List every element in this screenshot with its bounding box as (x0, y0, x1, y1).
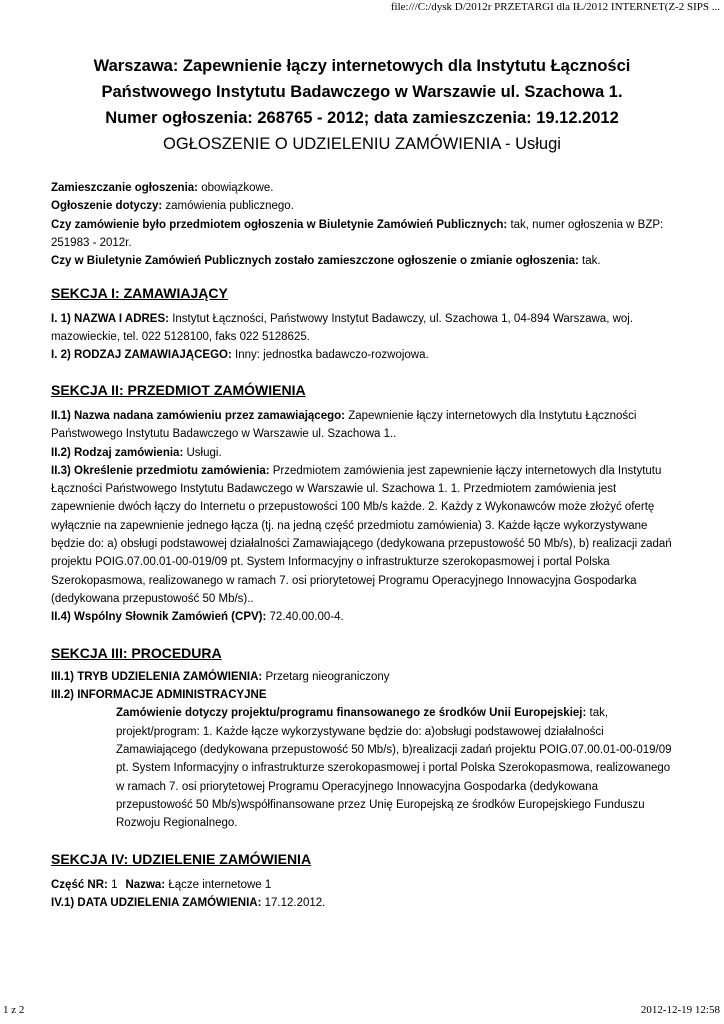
field-label: Nazwa: (125, 878, 166, 891)
field-label: II.1) Nazwa nadana zamówieniu przez zamawiającego: (51, 409, 345, 422)
document-title (50, 53, 674, 156)
page-number: 1 z 2 (3, 1004, 25, 1016)
field-value: tak, projekt/program: 1. Każde łącze wykorzystywane będzie do: a)obsługi podstawowej działalności Zamawiającego (dedykowana przepustowość 50 Mb/s), b)realizacji zadań projektu POIG.07.00.01-00-019/09 pt. System Informacyjny o infrastrukturze szerokopasmowej i portal Polska Szerokopasmowa, realizowanego w ramach 7. osi priorytetowej Programu Operacyjnego Innowacyjna Gospodarka (dedykowana przepustowość 50 Mb/s)współfinansowane przez Unię Europejską ze środków Europejskiego Funduszu Rozwoju Regionalnego. (116, 707, 672, 830)
field-label: II.3) Określenie przedmiotu zamówienia: (51, 464, 270, 477)
intro-obligation (51, 179, 676, 197)
section-3-admin-label: III.2) INFORMACJE ADMINISTRACYJNE (51, 689, 267, 702)
title-line-2: Państwowego Instytutu Badawczego w Warszawie ul. Szachowa 1. (101, 83, 623, 101)
field-label: Część NR: (51, 878, 108, 891)
print-header-url: file:///C:/dysk D/2012r PRZETARGI dla IŁ/2012 INTERNET(Z-2 SIPS ... (390, 1, 720, 13)
field-label: Ogłoszenie dotyczy: (51, 200, 163, 213)
field-label: Czy w Biuletynie Zamówień Publicznych zostało zamieszczone ogłoszenie o zmianie ogłoszenia: (51, 255, 579, 268)
print-datetime: 2012-12-19 12:58 (640, 1004, 720, 1016)
section-2-description (51, 462, 676, 608)
section-2-heading: SEKCJA II: PRZEDMIOT ZAMÓWIENIA (51, 381, 306, 398)
section-3-eu-funding (51, 704, 676, 832)
field-value: Przetarg nieograniczony (265, 670, 390, 683)
field-value: tak. (582, 255, 601, 268)
field-label: Czy zamówienie było przedmiotem ogłoszenia w Biuletynie Zamówień Publicznych: (51, 218, 508, 231)
field-label: III.1) TRYB UDZIELENIA ZAMÓWIENIA: (51, 670, 263, 683)
field-label: IV.1) DATA UDZIELENIA ZAMÓWIENIA: (51, 897, 262, 910)
section-3-heading: SEKCJA III: PROCEDURA (51, 644, 222, 661)
field-label: II.4) Wspólny Słownik Zamówień (CPV): (51, 611, 267, 624)
field-value: 17.12.2012. (264, 897, 326, 910)
intro-concerns (51, 197, 676, 215)
field-value: tak, numer ogłoszenia w BZP: 251983 - 2012r. (51, 218, 664, 249)
field-value: Instytut Łączności, Państwowy Instytut Badawczy, ul. Szachowa 1, 04-894 Warszawa, woj. mazowieckie, tel. 022 5128100, faks 022 5128625. (51, 312, 634, 344)
field-value: Przedmiotem zamówienia jest zapewnienie łączy internetowych dla Instytutu Łączności Państwowego Instytutu Badawczego w Warszawie ul. Szachowa 1. 1. Przedmiotem zamówienia jest zapewnienie dwóch łączy do Internetu o przepustowości 100 Mb/s każde. 2. Każdy z Wykonawców może złożyć ofertę wyłącznie na zapewnienie jednego łącza (tj. na jedną część przedmiotu zamówienia) 3. Każde łącze wykorzystywane będzie do: a) obsługi podstawowej działalności Zamawiającego (dedykowana przepustowość 50 Mb/s), b) realizacji zadań projektu POIG.07.00.01-00-019/09 pt. System Informacyjny o infrastrukturze szerokopasmowej i portal Polska Szerokopasmowa, realizowanego w ramach 7. osi priorytetowej Programu Operacyjnego Innowacyjna Gospodarka (dedykowana przepustowość 50 Mb/s).. (51, 464, 672, 605)
section-2-kind (51, 444, 676, 462)
field-label: Zamieszczanie ogłoszenia: (51, 182, 198, 194)
title-line-1: Warszawa: Zapewnienie łączy internetowych dla Instytutu Łączności (93, 57, 631, 75)
field-value: obowiązkowe. (201, 182, 274, 194)
field-value: Inny: jednostka badawczo-rozwojowa. (235, 349, 429, 362)
section-1-heading: SEKCJA I: ZAMAWIAJĄCY (51, 285, 228, 302)
field-value: zamówienia publicznego. (165, 200, 294, 213)
section-1-address (51, 310, 676, 347)
section-4-part (51, 876, 676, 894)
field-value: Łącze internetowe 1 (168, 878, 272, 891)
title-line-3: Numer ogłoszenia: 268765 - 2012; data zamieszczenia: 19.12.2012 (105, 109, 619, 127)
intro-bzp (51, 216, 676, 253)
section-4-heading: SEKCJA IV: UDZIELENIE ZAMÓWIENIA (51, 850, 312, 867)
field-label: I. 2) RODZAJ ZAMAWIAJĄCEGO: (51, 349, 232, 362)
field-value: 72.40.00.00-4. (269, 611, 344, 624)
section-2-name (51, 407, 676, 444)
section-2-cpv (51, 608, 676, 626)
document-subtitle: OGŁOSZENIE O UDZIELENIU ZAMÓWIENIA - Usługi (163, 135, 561, 153)
field-value: Zapewnienie łączy internetowych dla Instytutu Łączności Państwowego Instytutu Badawczego w Warszawie ul. Szachowa 1.. (51, 409, 637, 441)
field-label: I. 1) NAZWA I ADRES: (51, 312, 169, 325)
field-label: II.2) Rodzaj zamówienia: (51, 446, 184, 459)
section-3-mode (51, 668, 676, 686)
document-body (51, 179, 676, 912)
field-value: Usługi. (186, 446, 222, 459)
section-4-date (51, 894, 676, 912)
field-label: Zamówienie dotyczy projektu/programu finansowanego ze środków Unii Europejskiej: (116, 707, 587, 720)
intro-change (51, 252, 676, 270)
section-1-type (51, 346, 676, 364)
field-value: 1 (111, 878, 118, 891)
